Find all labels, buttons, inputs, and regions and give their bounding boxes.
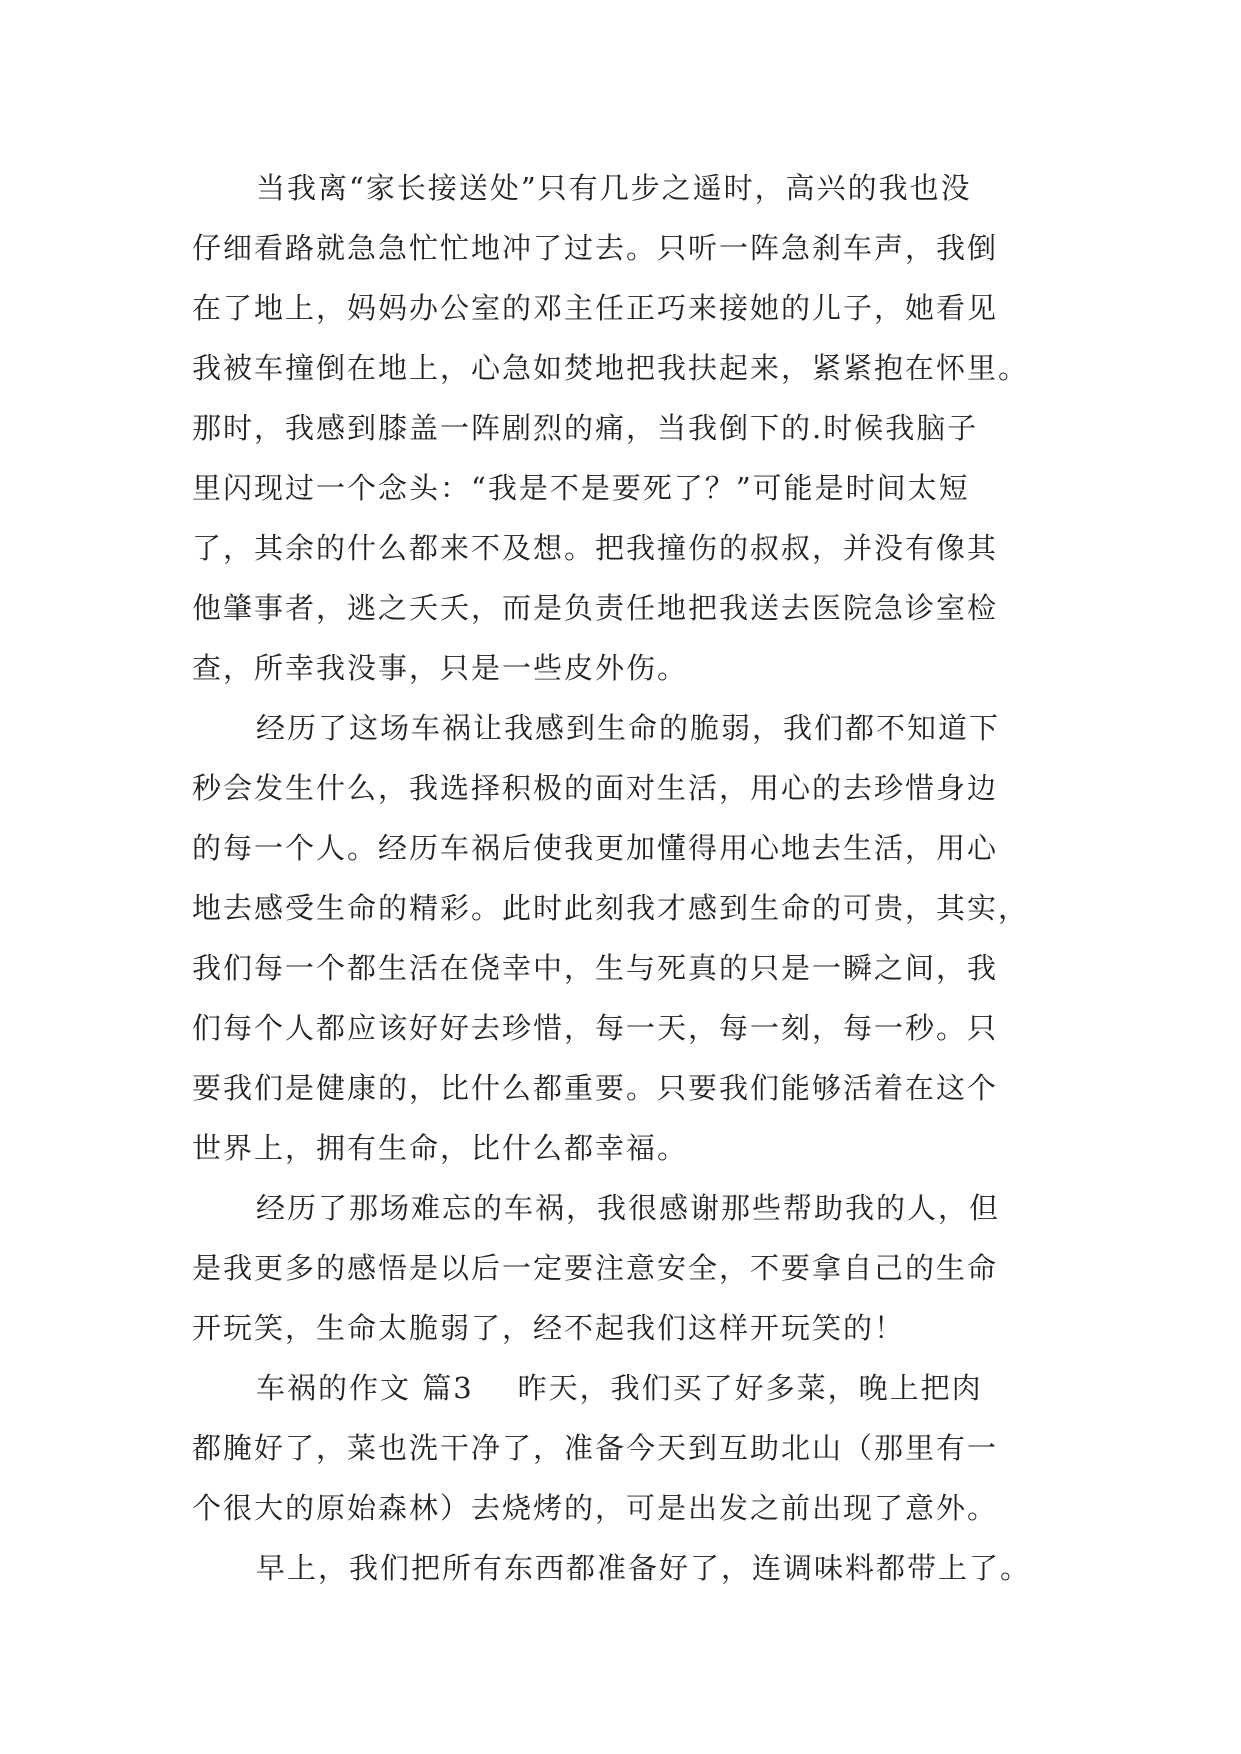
paragraph-line: 个很大的原始森林）去烧烤的，可是出发之前出现了意外。 — [192, 1491, 999, 1525]
paragraph-line: 早上，我们把所有东西都准备好了，连调味料都带上了。 — [256, 1551, 1032, 1585]
paragraph-line: 开玩笑，生命太脆弱了，经不起我们这样开玩笑的！ — [192, 1311, 906, 1345]
paragraph-line: 里闪现过一个念头：“我是不是要死了？”可能是时间太短 — [192, 471, 970, 505]
paragraph-line: 仔细看路就急急忙忙地冲了过去。只听一阵急刹车声，我倒 — [192, 231, 999, 265]
paragraph-line: 们每个人都应该好好去珍惜，每一天，每一刻，每一秒。只 — [192, 1011, 999, 1045]
paragraph-line: 当我离“家长接送处”只有几步之遥时，高兴的我也没 — [256, 171, 972, 205]
paragraph-line: 经历了那场难忘的车祸，我很感谢那些帮助我的人，但 — [256, 1191, 1001, 1225]
paragraph-line: 我被车撞倒在地上，心急如焚地把我扶起来，紧紧抱在怀里。 — [192, 351, 1030, 385]
paragraph-line: 查，所幸我没事，只是一些皮外伤。 — [192, 651, 689, 685]
paragraph-line: 那时，我感到膝盖一阵剧烈的痛，当我倒下的.时候我脑子 — [192, 411, 979, 445]
paragraph-line: 是我更多的感悟是以后一定要注意安全，不要拿自己的生命 — [192, 1251, 999, 1285]
paragraph-line: 都腌好了，菜也洗干净了，准备今天到互助北山（那里有一 — [192, 1431, 999, 1465]
paragraph-line: 地去感受生命的精彩。此时此刻我才感到生命的可贵，其实， — [192, 891, 1030, 925]
paragraph-line: 在了地上，妈妈办公室的邓主任正巧来接她的儿子，她看见 — [192, 291, 999, 325]
essay-heading-line — [192, 1358, 1052, 1418]
paragraph-line: 要我们是健康的，比什么都重要。只要我们能够活着在这个 — [192, 1071, 999, 1105]
essay-title: 车祸的作文 篇3 — [256, 1371, 474, 1405]
paragraph-line: 经历了这场车祸让我感到生命的脆弱，我们都不知道下 — [256, 711, 1001, 745]
essay-opening-text: 昨天，我们买了好多菜，晚上把肉 — [517, 1371, 983, 1405]
paragraph-line: 的每一个人。经历车祸后使我更加懂得用心地去生活，用心 — [192, 831, 999, 865]
paragraph-line: 秒会发生什么，我选择积极的面对生活，用心的去珍惜身边 — [192, 771, 999, 805]
paragraph-line: 我们每一个都生活在侥幸中，生与死真的只是一瞬之间，我 — [192, 951, 999, 985]
document-body — [192, 158, 1052, 1598]
paragraph-line: 了，其余的什么都来不及想。把我撞伤的叔叔，并没有像其 — [192, 531, 999, 565]
paragraph-line: 他肇事者，逃之夭夭，而是负责任地把我送去医院急诊室检 — [192, 591, 999, 625]
paragraph-line: 世界上，拥有生命，比什么都幸福。 — [192, 1131, 689, 1165]
